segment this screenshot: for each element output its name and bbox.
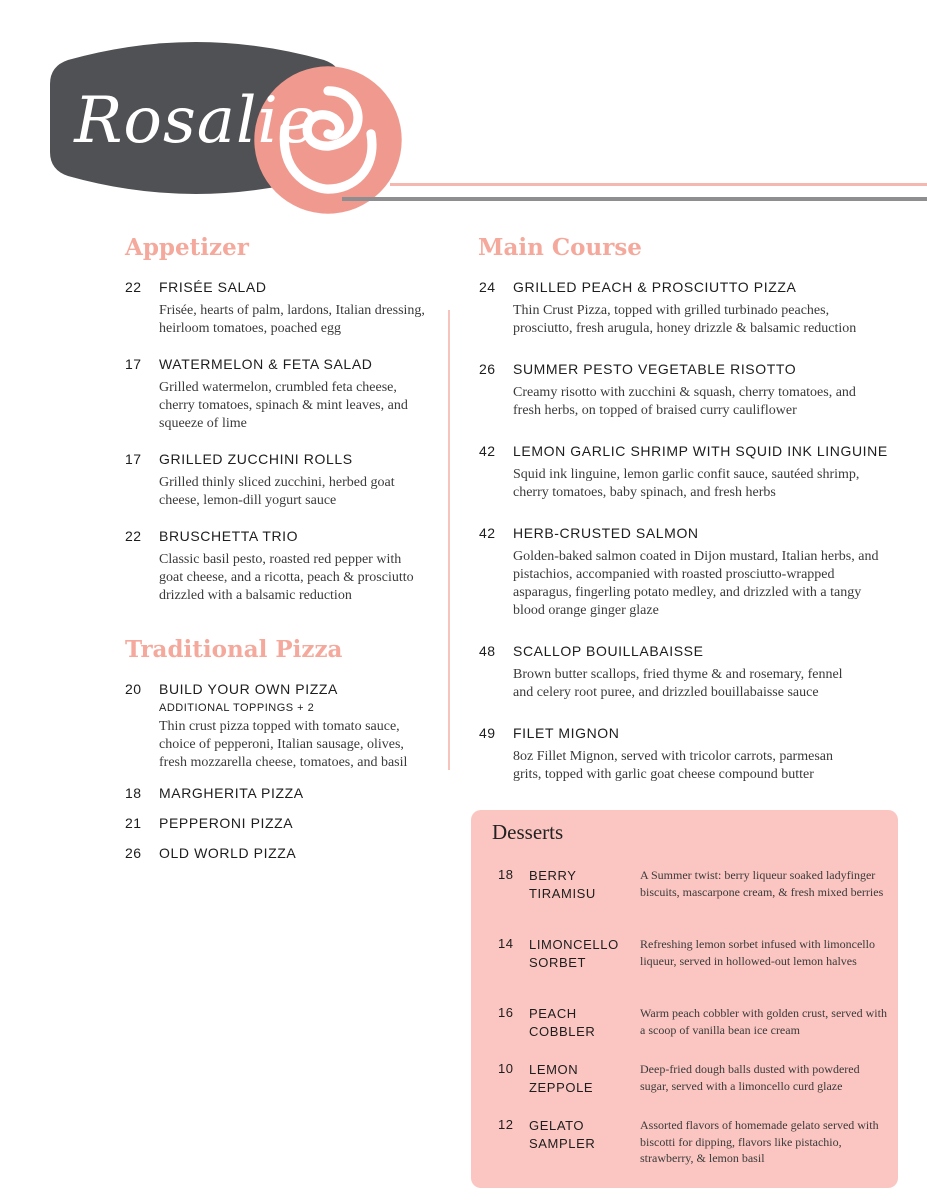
header-rule-pink — [390, 183, 927, 186]
item-description: Frisée, hearts of palm, lardons, Italian dressing, heirloom tomatoes, poached egg — [159, 303, 425, 336]
menu-item — [125, 528, 425, 605]
desserts-panel — [471, 810, 898, 1188]
item-price: 26 — [125, 845, 142, 861]
item-description: Thin crust pizza topped with tomato sauce, choice of pepperoni, Italian sausage, olives, fresh mozzarella cheese, tomatoes, and basil — [159, 719, 408, 770]
item-extra: ADDITIONAL TOPPINGS + 2 — [159, 702, 315, 714]
item-price: 20 — [125, 681, 142, 697]
item-price: 10 — [498, 1061, 514, 1076]
item-name: BRUSCHETTA TRIO — [159, 528, 299, 544]
item-price: 24 — [479, 279, 496, 295]
menu-item — [125, 815, 425, 831]
menu-item — [125, 356, 425, 433]
brand-name: Rosalie — [74, 84, 318, 158]
item-price: 21 — [125, 815, 142, 831]
appetizer-title: Appetizer — [125, 234, 249, 261]
item-name: BERRY TIRAMISU — [529, 868, 596, 901]
item-price: 17 — [125, 356, 142, 372]
item-price: 12 — [498, 1117, 514, 1132]
item-price: 22 — [125, 279, 142, 295]
item-description: Grilled watermelon, crumbled feta cheese, cherry tomatoes, spinach & mint leaves, and squeeze of lime — [159, 380, 408, 431]
item-price: 49 — [479, 725, 496, 741]
menu-item — [125, 845, 425, 861]
item-name: OLD WORLD PIZZA — [159, 845, 297, 861]
menu-item — [479, 643, 909, 702]
item-price: 22 — [125, 528, 142, 544]
item-name: PEPPERONI PIZZA — [159, 815, 294, 831]
item-name: BUILD YOUR OWN PIZZA — [159, 681, 338, 697]
column-divider — [448, 310, 450, 770]
item-price: 17 — [125, 451, 142, 467]
desserts-title: Desserts — [492, 820, 564, 844]
item-description: A Summer twist: berry liqueur soaked ladyfinger biscuits, mascarpone cream, & fresh mixed berries — [640, 868, 884, 899]
header-rule-gray — [342, 197, 927, 201]
menu-item — [125, 681, 425, 772]
item-description: Brown butter scallops, fried thyme & and rosemary, fennel and celery root puree, and drizzled bouillabaisse sauce — [513, 667, 843, 700]
item-price: 26 — [479, 361, 496, 377]
pizza-title: Traditional Pizza — [125, 636, 343, 663]
item-name: PEACH COBBLER — [529, 1006, 596, 1039]
item-description: Squid ink linguine, lemon garlic confit sauce, sautéed shrimp, cherry tomatoes, baby spinach, and fresh herbs — [513, 467, 860, 500]
menu-item — [125, 451, 425, 510]
item-price: 18 — [125, 785, 142, 801]
menu-item — [125, 279, 425, 338]
item-name: SUMMER PESTO VEGETABLE RISOTTO — [513, 361, 797, 377]
item-price: 16 — [498, 1005, 514, 1020]
main-course-title: Main Course — [478, 234, 642, 261]
menu-item — [479, 361, 909, 420]
item-description: Golden-baked salmon coated in Dijon mustard, Italian herbs, and pistachios, accompanied with roasted prosciutto-wrapped asparagus, fingerling potato medley, and drizzled with a tangy blood orange ginger glaze — [513, 549, 879, 618]
item-name: SCALLOP BOUILLABAISSE — [513, 643, 704, 659]
item-name: HERB-CRUSTED SALMON — [513, 525, 699, 541]
item-price: 18 — [498, 867, 514, 882]
item-description: Refreshing lemon sorbet infused with limoncello liqueur, served in hollowed-out lemon halves — [640, 937, 875, 968]
item-price: 48 — [479, 643, 496, 659]
item-description: Creamy risotto with zucchini & squash, cherry tomatoes, and fresh herbs, on topped of braised curry cauliflower — [513, 385, 856, 418]
menu-item — [479, 525, 909, 620]
item-name: FILET MIGNON — [513, 725, 620, 741]
item-name: GELATO SAMPLER — [529, 1118, 596, 1151]
item-name: WATERMELON & FETA SALAD — [159, 356, 373, 372]
item-description: 8oz Fillet Mignon, served with tricolor carrots, parmesan grits, topped with garlic goat cheese compound butter — [513, 749, 833, 782]
brand-logo — [50, 32, 342, 204]
item-description: Grilled thinly sliced zucchini, herbed goat cheese, lemon-dill yogurt sauce — [159, 475, 395, 508]
item-name: LEMON GARLIC SHRIMP WITH SQUID INK LINGUINE — [513, 443, 888, 459]
menu-item — [479, 279, 909, 338]
item-name: GRILLED ZUCCHINI ROLLS — [159, 451, 353, 467]
item-name: GRILLED PEACH & PROSCIUTTO PIZZA — [513, 279, 797, 295]
item-price: 14 — [498, 936, 514, 951]
item-price: 42 — [479, 443, 496, 459]
item-description: Assorted flavors of homemade gelato served with biscotti for dipping, flavors like pistachio, strawberry, & lemon basil — [640, 1118, 879, 1165]
menu-item — [125, 785, 425, 801]
item-name: LEMON ZEPPOLE — [529, 1062, 594, 1095]
item-description: Deep-fried dough balls dusted with powdered sugar, served with a limoncello curd glaze — [640, 1062, 860, 1093]
item-description: Classic basil pesto, roasted red pepper with goat cheese, and a ricotta, peach & prosciutto drizzled with a balsamic reduction — [159, 552, 414, 603]
item-description: Thin Crust Pizza, topped with grilled turbinado peaches, prosciutto, fresh arugula, honey drizzle & balsamic reduction — [513, 303, 857, 336]
item-description: Warm peach cobbler with golden crust, served with a scoop of vanilla bean ice cream — [640, 1006, 887, 1037]
item-name: LIMONCELLO SORBET — [529, 937, 619, 970]
item-price: 42 — [479, 525, 496, 541]
item-name: MARGHERITA PIZZA — [159, 785, 304, 801]
menu-item — [479, 725, 909, 784]
menu-item — [479, 443, 919, 502]
item-name: FRISÉE SALAD — [159, 279, 267, 295]
